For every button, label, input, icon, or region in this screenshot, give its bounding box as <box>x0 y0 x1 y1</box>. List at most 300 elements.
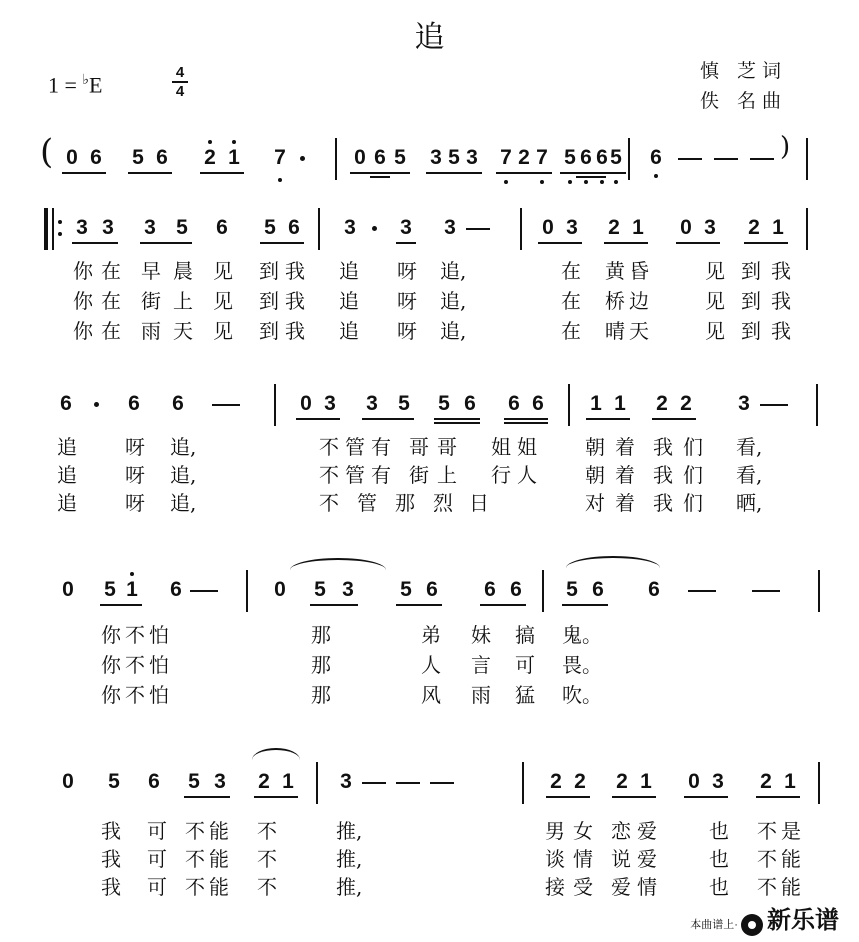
note: 0 <box>680 216 692 239</box>
lyric-char: 呀 <box>125 463 145 487</box>
extension-dash <box>750 158 774 160</box>
slur <box>252 748 300 760</box>
lyric-char: 能 <box>209 819 229 843</box>
note: 5 <box>398 392 410 415</box>
lyric-char: 桥 <box>605 289 625 313</box>
lyric-char: 不 <box>757 819 777 843</box>
lyric-char: 你 <box>73 289 93 313</box>
lyric-char: 人 <box>421 653 441 677</box>
note: 7 <box>274 146 286 169</box>
lyric-char: 天 <box>629 319 649 343</box>
note: 1 <box>282 770 294 793</box>
note: 1 <box>784 770 796 793</box>
octave-dot <box>584 180 588 184</box>
note: 6 <box>592 578 604 601</box>
lyric-char: 那 <box>311 653 331 677</box>
note: 3 <box>76 216 88 239</box>
augmentation-dot <box>300 156 305 161</box>
repeat-barline <box>52 208 54 250</box>
lyric-char: 到 <box>259 259 279 283</box>
note: 3 <box>366 392 378 415</box>
lyric-char: 行 <box>491 463 511 487</box>
note: 6 <box>172 392 184 415</box>
lyric-char: 不 <box>185 847 205 871</box>
lyric-char: 上 <box>173 289 193 313</box>
lyric-char: 我 <box>653 435 673 459</box>
note: 0 <box>62 770 74 793</box>
octave-dot <box>614 180 618 184</box>
lyric-char: 妹 <box>471 623 491 647</box>
note: 3 <box>324 392 336 415</box>
lyric-char: 可 <box>147 875 167 899</box>
beam <box>744 242 788 244</box>
lyric-char: 鬼。 <box>562 623 602 647</box>
extension-dash <box>714 158 738 160</box>
lyric-char: 能 <box>781 875 801 899</box>
note: 5 <box>438 392 450 415</box>
note: 2 <box>518 146 530 169</box>
octave-dot <box>654 174 658 178</box>
note: 6 <box>484 578 496 601</box>
lyric-char: 吹。 <box>562 683 602 707</box>
lyric-char: 朝 <box>585 463 605 487</box>
lyric-char: 见 <box>705 319 725 343</box>
lyric-char: 不 <box>757 875 777 899</box>
beam <box>576 176 606 178</box>
lyric-char: 着 <box>615 435 635 459</box>
note: 7 <box>500 146 512 169</box>
lyric-char: 上 <box>437 463 457 487</box>
lyric-char: 到 <box>259 289 279 313</box>
note: 6 <box>426 578 438 601</box>
lyric-char: 见 <box>705 259 725 283</box>
slur <box>566 556 660 568</box>
note: 1 <box>228 146 240 169</box>
lyric-char: 街 <box>141 289 161 313</box>
lyric-char: 姐 <box>491 435 511 459</box>
lyric-char: 情 <box>573 847 593 871</box>
note: 5 <box>610 146 622 169</box>
lyric-char: 追, <box>440 289 467 313</box>
note: 3 <box>444 216 456 239</box>
lyric-char: 见 <box>213 319 233 343</box>
lyric-char: 说 <box>611 847 631 871</box>
lyric-char: 边 <box>629 289 649 313</box>
lyric-char: 接 <box>545 875 565 899</box>
note: 5 <box>188 770 200 793</box>
key-prefix: 1 = <box>48 72 83 98</box>
lyric-char: 们 <box>683 491 703 515</box>
lyric-char: 女 <box>573 819 593 843</box>
note: 5 <box>176 216 188 239</box>
lyric-char: 追 <box>57 435 77 459</box>
lyric-char: 那 <box>395 491 415 515</box>
beam <box>504 418 548 420</box>
beam <box>434 418 480 420</box>
note: 5 <box>400 578 412 601</box>
beam <box>604 242 648 244</box>
extension-dash <box>760 404 788 406</box>
note: 3 <box>704 216 716 239</box>
extension-dash <box>678 158 702 160</box>
barline <box>246 570 248 612</box>
beam <box>612 796 656 798</box>
note: 5 <box>108 770 120 793</box>
lyric-char: 们 <box>683 463 703 487</box>
note: 0 <box>66 146 78 169</box>
slur <box>290 558 386 570</box>
beam <box>586 418 630 420</box>
lyric-char: 能 <box>781 847 801 871</box>
time-signature <box>172 64 188 100</box>
extension-dash <box>466 228 490 230</box>
lyric-char: 也 <box>709 875 729 899</box>
lyric-char: 天 <box>173 319 193 343</box>
lyric-char: 你 <box>101 683 121 707</box>
beam <box>184 796 230 798</box>
score-line-1 <box>0 132 859 216</box>
lyric-char: 到 <box>741 289 761 313</box>
note: 2 <box>574 770 586 793</box>
beam <box>562 604 608 606</box>
lyric-char: 看, <box>736 435 763 459</box>
lyric-char: 见 <box>213 259 233 283</box>
lyric-char: 搞 <box>515 623 535 647</box>
beam <box>396 242 416 244</box>
octave-dot <box>130 572 134 576</box>
note: 6 <box>170 578 182 601</box>
lyric-char: 你 <box>101 653 121 677</box>
beam <box>538 242 582 244</box>
key-note: E <box>89 72 103 98</box>
lyric-char: 不 <box>257 819 277 843</box>
lyric-char: 哥 <box>409 435 429 459</box>
lyric-char: 姐 <box>517 435 537 459</box>
lyric-char: 弟 <box>421 623 441 647</box>
lyricist-credit: 慎 芝词 <box>700 60 788 82</box>
extension-dash <box>688 590 716 592</box>
note: 3 <box>340 770 352 793</box>
octave-dot <box>568 180 572 184</box>
lyric-char: 在 <box>101 319 121 343</box>
lyric-char: 我 <box>101 875 121 899</box>
beam <box>310 604 358 606</box>
lyric-char: 能 <box>209 875 229 899</box>
lyric-char: 能 <box>209 847 229 871</box>
extension-dash <box>752 590 780 592</box>
beam <box>756 796 800 798</box>
note: 3 <box>214 770 226 793</box>
beam <box>100 604 142 606</box>
note: 1 <box>632 216 644 239</box>
repeat-dot <box>58 220 62 224</box>
note: 5 <box>314 578 326 601</box>
note: 3 <box>430 146 442 169</box>
lyric-char: 言 <box>471 653 491 677</box>
lyric-char: 也 <box>709 847 729 871</box>
lyric-char: 到 <box>741 259 761 283</box>
note: 3 <box>466 146 478 169</box>
lyric-char: 我 <box>285 259 305 283</box>
lyric-char: 恋 <box>611 819 631 843</box>
beam <box>200 172 244 174</box>
lyric-char: 爱 <box>611 875 631 899</box>
beam <box>496 172 552 174</box>
lyric-char: 追, <box>440 259 467 283</box>
lyric-char: 我 <box>653 491 673 515</box>
beam <box>62 172 106 174</box>
note: 3 <box>144 216 156 239</box>
watermark <box>690 900 839 936</box>
lyric-char: 畏。 <box>562 653 602 677</box>
note: 5 <box>104 578 116 601</box>
note: 6 <box>156 146 168 169</box>
lyric-char: 不 <box>319 435 339 459</box>
note: 2 <box>550 770 562 793</box>
extension-dash <box>430 782 454 784</box>
lyric-char: 在 <box>561 289 581 313</box>
extension-dash <box>212 404 240 406</box>
lyric-char: 雨 <box>141 319 161 343</box>
note: 3 <box>344 216 356 239</box>
lyric-char: 风 <box>421 683 441 707</box>
lyric-char: 爱 <box>637 819 657 843</box>
lyric-char: 你 <box>73 319 93 343</box>
lyric-char: 不 <box>257 847 277 871</box>
octave-dot <box>278 178 282 182</box>
lyric-char: 有 <box>371 435 391 459</box>
note: 2 <box>204 146 216 169</box>
barline <box>628 138 630 180</box>
note: 2 <box>616 770 628 793</box>
augmentation-dot <box>94 402 99 407</box>
lyric-char: 可 <box>147 847 167 871</box>
lyric-char: 不 <box>125 653 145 677</box>
lyric-char: 昏 <box>629 259 649 283</box>
beam <box>684 796 728 798</box>
note: 5 <box>566 578 578 601</box>
note: 5 <box>394 146 406 169</box>
lyric-char: 我 <box>101 819 121 843</box>
lyric-char: 朝 <box>585 435 605 459</box>
barline <box>818 762 820 804</box>
lyric-char: 推, <box>336 875 363 899</box>
close-paren: ) <box>780 132 791 162</box>
lyric-char: 晨 <box>173 259 193 283</box>
lyric-char: 到 <box>259 319 279 343</box>
lyric-char: 呀 <box>397 319 417 343</box>
lyric-char: 不 <box>319 491 339 515</box>
lyric-char: 呀 <box>125 491 145 515</box>
barline <box>806 138 808 180</box>
note: 6 <box>60 392 72 415</box>
note: 6 <box>580 146 592 169</box>
note: 3 <box>712 770 724 793</box>
lyric-char: 追, <box>170 491 197 515</box>
lyric-char: 追 <box>339 259 359 283</box>
note: 5 <box>132 146 144 169</box>
lyric-char: 不 <box>125 623 145 647</box>
note: 6 <box>216 216 228 239</box>
note: 0 <box>542 216 554 239</box>
beam <box>396 604 442 606</box>
lyric-char: 不 <box>319 463 339 487</box>
lyric-char: 你 <box>101 623 121 647</box>
flat-sign: ♭ <box>82 73 90 88</box>
lyric-char: 爱 <box>637 847 657 871</box>
lyric-char: 街 <box>409 463 429 487</box>
note: 7 <box>536 146 548 169</box>
time-sig-bottom: 4 <box>175 83 185 100</box>
note: 2 <box>656 392 668 415</box>
note: 5 <box>264 216 276 239</box>
lyric-char: 谈 <box>545 847 565 871</box>
lyric-char: 不 <box>185 875 205 899</box>
barline <box>818 570 820 612</box>
note: 6 <box>508 392 520 415</box>
lyric-char: 呀 <box>397 289 417 313</box>
lyric-char: 到 <box>741 319 761 343</box>
lyric-char: 不 <box>757 847 777 871</box>
lyric-char: 呀 <box>125 435 145 459</box>
lyric-char: 怕 <box>149 653 169 677</box>
lyric-char: 在 <box>561 319 581 343</box>
octave-dot <box>208 140 212 144</box>
barline <box>816 384 818 426</box>
note: 2 <box>680 392 692 415</box>
note: 1 <box>614 392 626 415</box>
barline <box>316 762 318 804</box>
note: 2 <box>760 770 772 793</box>
lyric-char: 是 <box>781 819 801 843</box>
octave-dot <box>540 180 544 184</box>
barline <box>520 208 522 250</box>
note: 0 <box>688 770 700 793</box>
lyric-char: 可 <box>147 819 167 843</box>
beam <box>296 418 340 420</box>
repeat-barline <box>44 208 48 250</box>
lyric-char: 也 <box>709 819 729 843</box>
note: 0 <box>354 146 366 169</box>
lyric-char: 人 <box>517 463 537 487</box>
note: 6 <box>532 392 544 415</box>
lyric-char: 烈 <box>433 491 453 515</box>
beam <box>350 172 410 174</box>
lyric-char: 管 <box>345 435 365 459</box>
lyric-char: 我 <box>101 847 121 871</box>
lyric-char: 见 <box>705 289 725 313</box>
time-sig-top: 4 <box>175 64 185 81</box>
lyric-char: 追 <box>57 463 77 487</box>
lyric-char: 雨 <box>471 683 491 707</box>
lyric-char: 推, <box>336 819 363 843</box>
beam <box>676 242 720 244</box>
lyric-char: 我 <box>285 319 305 343</box>
note: 2 <box>748 216 760 239</box>
beam <box>370 176 390 178</box>
barline <box>568 384 570 426</box>
lyric-char: 黄 <box>605 259 625 283</box>
lyric-char: 可 <box>515 653 535 677</box>
beam <box>254 796 298 798</box>
lyric-char: 在 <box>561 259 581 283</box>
barline <box>542 570 544 612</box>
lyric-char: 对 <box>585 491 605 515</box>
note: 2 <box>608 216 620 239</box>
barline <box>806 208 808 250</box>
barline <box>274 384 276 426</box>
beam <box>546 796 590 798</box>
lyric-char: 不 <box>125 683 145 707</box>
note: 3 <box>738 392 750 415</box>
lyric-char: 追 <box>339 289 359 313</box>
octave-dot <box>504 180 508 184</box>
note: 0 <box>274 578 286 601</box>
lyric-char: 我 <box>771 289 791 313</box>
lyric-char: 情 <box>637 875 657 899</box>
note: 3 <box>566 216 578 239</box>
lyric-char: 见 <box>213 289 233 313</box>
lyric-char: 着 <box>615 491 635 515</box>
open-paren: ( <box>40 132 54 172</box>
lyric-char: 早 <box>141 259 161 283</box>
note: 5 <box>564 146 576 169</box>
note: 3 <box>400 216 412 239</box>
octave-dot <box>600 180 604 184</box>
note: 3 <box>102 216 114 239</box>
lyric-char: 不 <box>185 819 205 843</box>
barline <box>318 208 320 250</box>
augmentation-dot <box>372 226 377 231</box>
barline <box>335 138 337 180</box>
note: 6 <box>648 578 660 601</box>
note: 0 <box>62 578 74 601</box>
lyric-char: 看, <box>736 463 763 487</box>
extension-dash <box>190 590 218 592</box>
note: 2 <box>258 770 270 793</box>
key-signature <box>48 72 102 98</box>
beam <box>260 242 304 244</box>
lyric-char: 哥 <box>437 435 457 459</box>
lyric-char: 我 <box>771 319 791 343</box>
note: 6 <box>510 578 522 601</box>
brand-name: 新乐谱 <box>767 905 839 934</box>
beam <box>362 418 414 420</box>
lyric-char: 追, <box>170 435 197 459</box>
lyric-char: 那 <box>311 623 331 647</box>
lyric-char: 受 <box>573 875 593 899</box>
lyric-char: 追, <box>440 319 467 343</box>
lyric-char: 不 <box>257 875 277 899</box>
extension-dash <box>396 782 420 784</box>
note: 3 <box>342 578 354 601</box>
note: 6 <box>90 146 102 169</box>
extension-dash <box>362 782 386 784</box>
brand-logo-icon <box>741 914 763 936</box>
lyric-char: 追 <box>339 319 359 343</box>
lyric-char: 管 <box>357 491 377 515</box>
octave-dot <box>232 140 236 144</box>
score-line-2 <box>0 216 859 286</box>
lyric-char: 你 <box>73 259 93 283</box>
note: 6 <box>148 770 160 793</box>
lyric-char: 我 <box>771 259 791 283</box>
beam <box>128 172 172 174</box>
lyric-char: 追, <box>170 463 197 487</box>
note: 6 <box>288 216 300 239</box>
lyric-char: 晒, <box>736 491 763 515</box>
lyric-char: 在 <box>101 289 121 313</box>
